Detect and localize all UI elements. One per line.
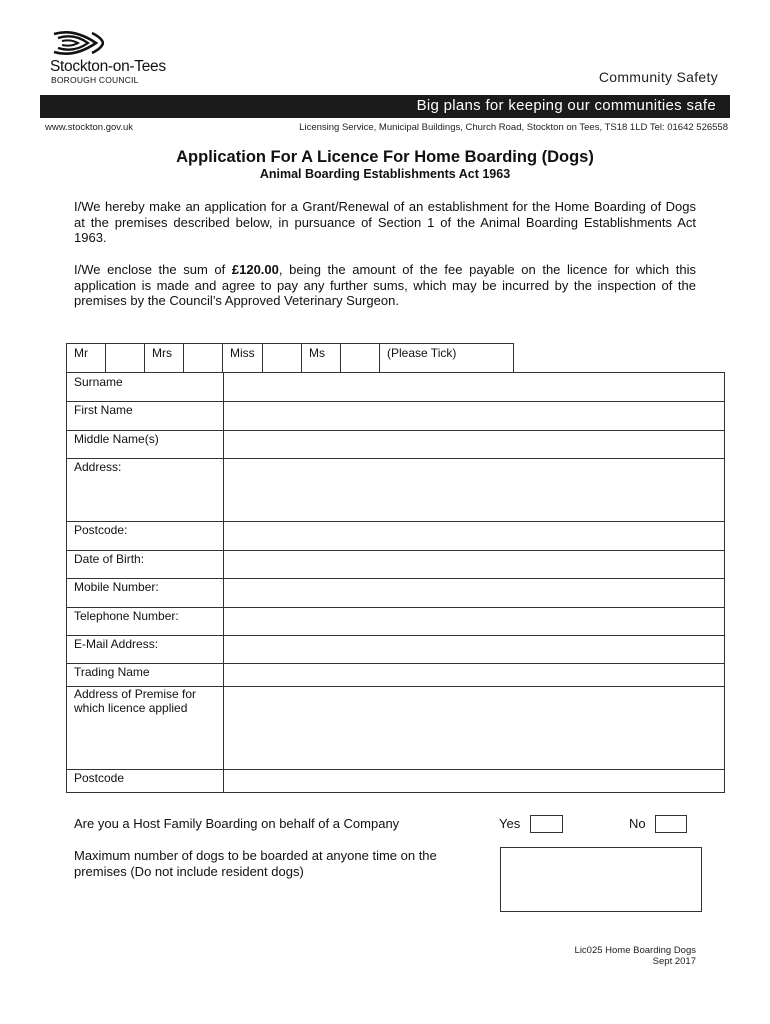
logo-council-name: BOROUGH COUNCIL (51, 75, 139, 85)
premise-postcode-label: Postcode (66, 769, 224, 793)
mobile-input[interactable] (223, 578, 725, 608)
premise-postcode-input[interactable] (223, 769, 725, 793)
mobile-label: Mobile Number: (66, 578, 224, 608)
page-subtitle: Animal Boarding Establishments Act 1963 (259, 167, 511, 181)
host-family-question: Are you a Host Family Boarding on behalf of a Company (74, 816, 400, 831)
yes-checkbox[interactable] (530, 815, 563, 833)
email-input[interactable] (223, 635, 725, 664)
fee-amount: £120.00 (231, 262, 279, 277)
surname-label: Surname (66, 372, 224, 402)
fee-statement-post: , being the amount of the fee payable on the licence for which this application is made and agree to pay any further sums, which may be incurred by the inspection of the premises by the Council’s Approved Veterinary Surgeon. (74, 262, 696, 308)
contact-line: Licensing Service, Municipal Buildings, Church Road, Stockton on Tees, TS18 1LD Tel: 01642 526558 (299, 122, 728, 133)
address-input[interactable] (223, 458, 725, 522)
max-dogs-input[interactable] (500, 847, 702, 912)
title-mr-checkbox[interactable] (105, 343, 145, 373)
fee-statement-pre: I/We enclose the sum of (74, 262, 232, 277)
banner-slogan: Big plans for keeping our communities safe (416, 97, 716, 114)
telephone-input[interactable] (223, 607, 725, 636)
trading-name-input[interactable] (223, 663, 725, 687)
first-name-input[interactable] (223, 401, 725, 431)
dob-input[interactable] (223, 550, 725, 579)
telephone-label: Telephone Number: (66, 607, 224, 636)
premise-address-input[interactable] (223, 686, 725, 770)
address-label: Address: (66, 458, 224, 522)
no-label: No (629, 816, 646, 831)
website-link[interactable]: www.stockton.gov.uk (45, 122, 134, 133)
trading-name-label: Trading Name (66, 663, 224, 687)
max-dogs-question: Maximum number of dogs to be boarded at anyone time on the premises (Do not include resident dogs) (74, 848, 437, 879)
title-miss-checkbox[interactable] (262, 343, 302, 373)
postcode-input[interactable] (223, 521, 725, 551)
middle-names-input[interactable] (223, 430, 725, 459)
title-mr-label: Mr (66, 343, 106, 373)
premise-address-label: Address of Premise for which licence applied (66, 686, 224, 770)
logo-swoosh-icon (52, 30, 104, 56)
title-ms-checkbox[interactable] (340, 343, 380, 373)
footer-date: Sept 2017 (652, 956, 696, 967)
slogan-banner (40, 95, 730, 118)
fee-statement (74, 262, 696, 309)
title-ms-label: Ms (301, 343, 341, 373)
title-mrs-label: Mrs (144, 343, 184, 373)
title-miss-label: Miss (222, 343, 263, 373)
council-logo (50, 30, 180, 90)
surname-input[interactable] (223, 372, 725, 402)
title-mrs-checkbox[interactable] (183, 343, 223, 373)
dob-label: Date of Birth: (66, 550, 224, 579)
no-checkbox[interactable] (655, 815, 687, 833)
email-label: E-Mail Address: (66, 635, 224, 664)
application-statement: I/We hereby make an application for a Grant/Renewal of an establishment for the Home Boarding of Dogs at the premises described below, in pursuance of Section 1 of the Animal Boarding Establishments Act 1963. (74, 199, 696, 245)
logo-town-name: Stockton-on-Tees (50, 58, 166, 75)
postcode-label: Postcode: (66, 521, 224, 551)
page-title: Application For A Licence For Home Boarding (Dogs) (176, 148, 594, 166)
document-reference (575, 945, 696, 967)
middle-names-label: Middle Name(s) (66, 430, 224, 459)
yes-label: Yes (499, 816, 521, 831)
please-tick-note: (Please Tick) (379, 343, 514, 373)
department-name: Community Safety (598, 69, 718, 85)
first-name-label: First Name (66, 401, 224, 431)
footer-ref: Lic025 Home Boarding Dogs (574, 945, 696, 956)
